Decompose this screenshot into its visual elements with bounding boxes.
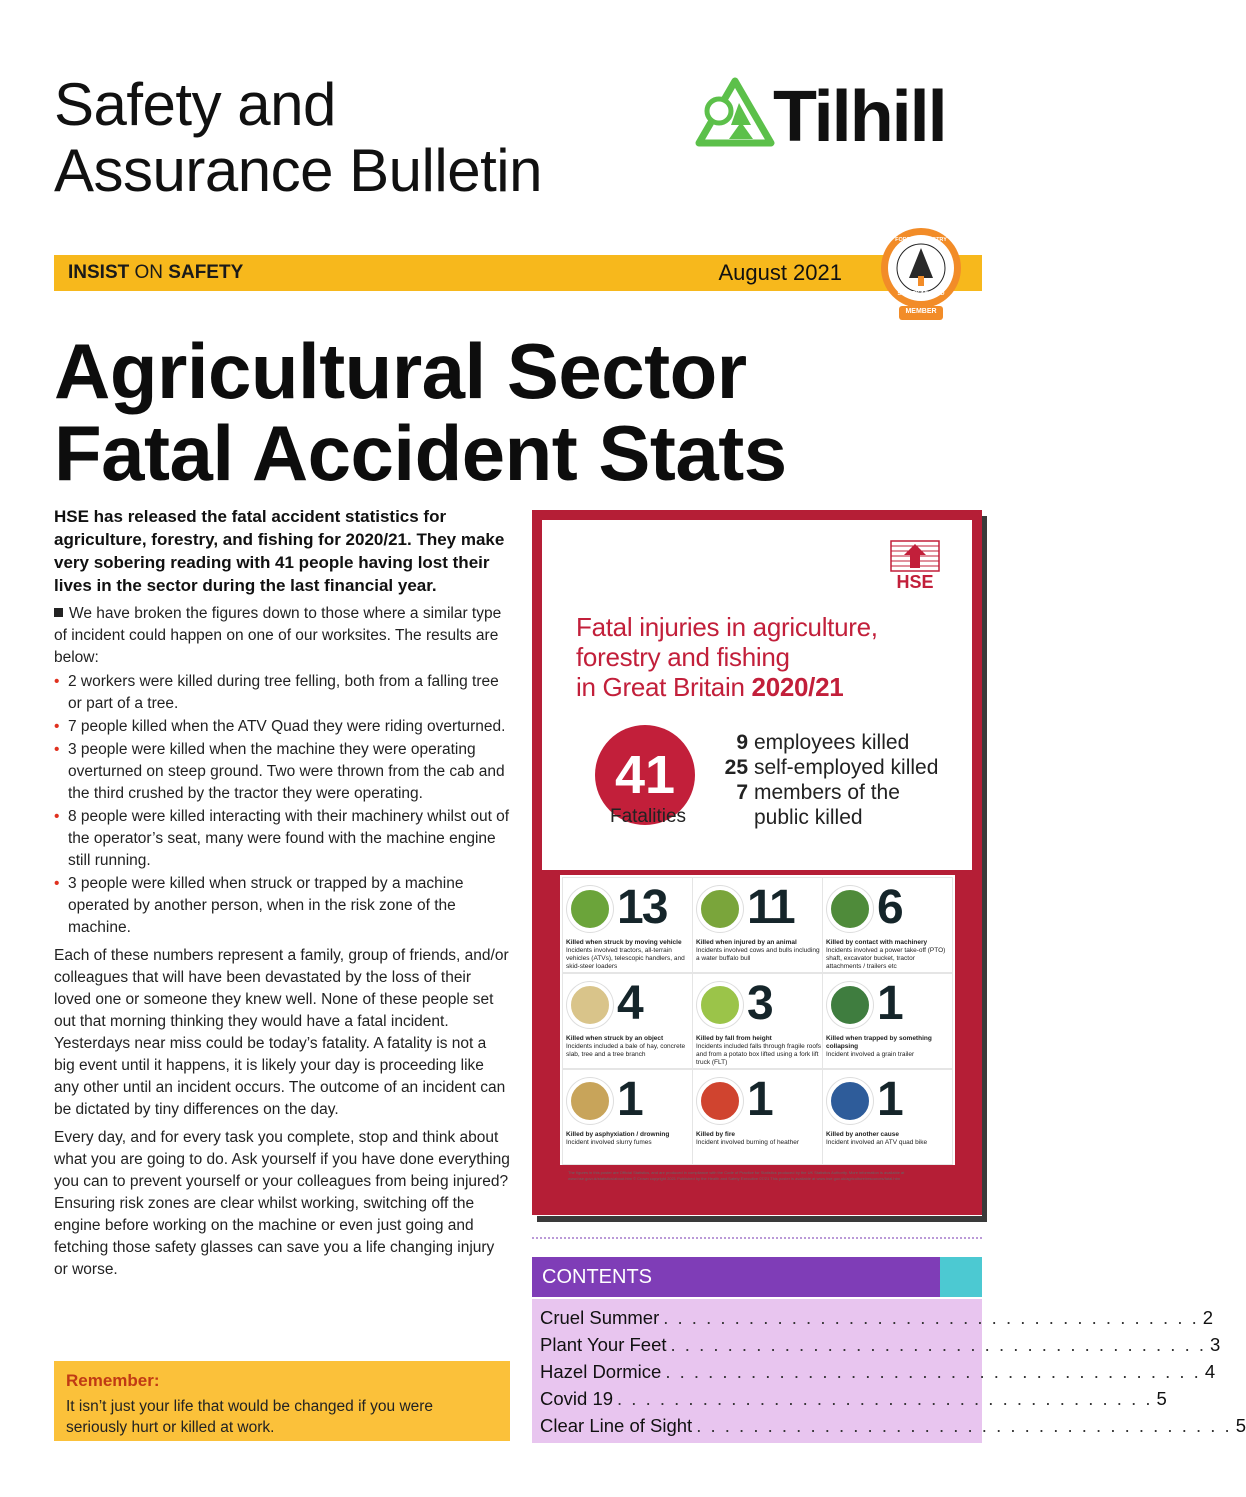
cause-caption <box>696 1131 822 1147</box>
toc-leader: . . . . . . . . . . . . . . . . . . . . . . . . . . . . . . . . . . . . . . <box>696 1415 1232 1436</box>
badge-member: MEMBER <box>905 308 937 315</box>
stats-bullet-list <box>54 671 510 939</box>
remember-box <box>54 1361 510 1441</box>
badge-text-top: FOREST INDUSTRY <box>895 237 947 243</box>
bullet-number: 2 <box>68 673 77 690</box>
list-item <box>54 806 510 872</box>
bulletin-title-line1: Safety and <box>54 71 336 138</box>
cause-title: Killed by asphyxiation / drowning <box>566 1131 670 1138</box>
breakdown-label: public killed <box>754 806 863 829</box>
cause-number: 1 <box>617 1073 642 1126</box>
breakdown-number <box>712 805 748 830</box>
total-fatalities-label: Fatalities <box>609 806 687 827</box>
cause-caption <box>826 1035 952 1059</box>
bullet-text: people killed when the ATV Quad they were riding overturned. <box>76 718 506 735</box>
breakdown-number: 7 <box>736 781 748 804</box>
article-intro: HSE has released the fatal accident statistics for agriculture, forestry, and fishing for 2020/21. They make very sobering reading with 41 people having lost their lives in the sector during the last financial year. <box>54 507 505 595</box>
cause-title: Killed by fire <box>696 1131 736 1138</box>
cause-caption <box>826 939 952 971</box>
toc-title: Cruel Summer <box>540 1307 660 1328</box>
infographic-summary <box>542 520 972 870</box>
bullet-number: 3 <box>68 875 77 892</box>
cause-cell <box>822 877 953 973</box>
toc-page: 2 <box>1202 1307 1214 1328</box>
waves-icon <box>567 1078 613 1124</box>
infographic-heading <box>576 612 878 702</box>
bullet-number: 3 <box>68 741 77 758</box>
fatality-breakdown <box>712 730 938 830</box>
list-item <box>54 671 510 715</box>
heading-year: 2020/21 <box>751 672 844 702</box>
cause-detail: Incident involved burning of heather <box>696 1139 799 1146</box>
cause-title: Killed when injured by an animal <box>696 939 797 946</box>
bullet-number: 8 <box>68 808 77 825</box>
hse-label: HSE <box>896 572 934 592</box>
breakdown-row <box>712 755 938 780</box>
cause-detail: Incidents involved tractors, all-terrain vehicles (ATVs), telescopic handlers, and skid-steer loaders <box>566 947 685 970</box>
toc-leader: . . . . . . . . . . . . . . . . . . . . . . . . . . . . . . . . . . . . . . <box>663 1307 1199 1328</box>
issue-date: August 2021 <box>718 260 842 285</box>
cause-caption <box>696 939 822 963</box>
cause-cell <box>692 1069 823 1165</box>
article-para1-text: We have broken the figures down to those where a similar type of incident could happen on one of our worksites. The results are below: <box>54 605 502 666</box>
cause-grid <box>560 875 955 1165</box>
cause-cell <box>562 973 693 1069</box>
cause-cell <box>562 877 693 973</box>
cause-number: 6 <box>877 881 902 934</box>
article-para2: Each of these numbers represent a family, group of friends, and/or colleagues that will have been devastated by the loss of their loved one or someone they knew well. None of these people set out that morning thinking they would have a fatal incident. Yesterdays near miss could be today’s fatality. A fatality is not a big event until it happens, it is likely your day is proceeding like any other until an incident occurs. The outcome of an incident can be dictated by tiny differences on the day. <box>54 947 509 1118</box>
cause-caption <box>566 939 692 971</box>
breakdown-number: 25 <box>724 756 748 779</box>
bullet-text: workers were killed during tree felling, both from a falling tree or part of a tree. <box>68 673 499 712</box>
cause-number: 11 <box>747 881 794 934</box>
cause-cell <box>692 973 823 1069</box>
toc-page: 3 <box>1210 1334 1221 1355</box>
cause-caption <box>826 1131 952 1147</box>
cause-detail: Incident involved slurry fumes <box>566 1139 652 1146</box>
cause-detail: Incident involved a grain trailer <box>826 1051 915 1058</box>
breakdown-number: 9 <box>736 731 748 754</box>
list-item <box>54 873 510 939</box>
infographic-heading-line1: Fatal injuries in agriculture, <box>576 612 878 642</box>
bullet-text: people were killed when the machine they were operating overturned on steep ground. Two were thrown from the cab and the third crushed by the tractor they were operating. <box>68 741 505 802</box>
cause-number: 1 <box>877 1073 902 1126</box>
toc-item[interactable] <box>540 1412 1246 1439</box>
cause-number: 1 <box>747 1073 772 1126</box>
falling-object-icon <box>567 982 613 1028</box>
toc-item[interactable] <box>540 1331 1221 1358</box>
square-bullet-icon <box>54 608 63 617</box>
toc-leader: . . . . . . . . . . . . . . . . . . . . . . . . . . . . . . . . . . . . . . <box>670 1334 1207 1355</box>
bullet-text: people were killed when struck or trapped by a machine operated by another person, when in the risk zone of the machine. <box>68 875 464 936</box>
contents-accent <box>940 1257 982 1297</box>
cause-title: Killed by another cause <box>826 1131 899 1138</box>
cause-detail: Incidents included falls through fragile roofs and from a potato box lifted using a fork lift truck (FLT) <box>696 1043 822 1066</box>
bullet-text: people were killed interacting with their machinery whilst out of the operator’s seat, many were found with the machine engine still running. <box>68 808 510 869</box>
list-item <box>54 716 510 738</box>
toc-title: Plant Your Feet <box>540 1334 667 1355</box>
tagline-on: ON <box>129 262 169 283</box>
headline-line2: Fatal Accident Stats <box>54 409 787 497</box>
heading-line3-pre: in Great Britain <box>576 672 752 702</box>
toc-item[interactable] <box>540 1358 1216 1385</box>
bulletin-title-line2: Assurance Bulletin <box>54 137 542 204</box>
bull-icon <box>697 886 743 932</box>
breakdown-label: self-employed killed <box>754 756 939 779</box>
tree-logo-icon <box>695 77 775 147</box>
tagline-insist: INSIST <box>68 262 130 283</box>
toc-leader: . . . . . . . . . . . . . . . . . . . . . . . . . . . . . . . . . . . . . . <box>665 1361 1201 1382</box>
brand-name: Tilhill <box>773 77 946 157</box>
article-para3: Every day, and for every task you complete, stop and think about what you are going to do. Ask yourself if you have done everything you can to prevent yourself or your colleagues from being injured? Ensuring risk zones are clear whilst working, switching off the engine before working on the machine or even just going and fetching those safety glasses can save you a life changing injury or worse. <box>54 1129 510 1278</box>
toc-title: Covid 19 <box>540 1388 614 1409</box>
infographic-heading-line2: forestry and fishing <box>576 642 790 672</box>
remember-text: It isn’t just your life that would be changed if you were seriously hurt or killed at work. <box>66 1398 434 1436</box>
cause-title: Killed when struck by moving vehicle <box>566 939 682 946</box>
cause-cell <box>562 1069 693 1165</box>
forest-safety-accord-badge <box>875 226 967 322</box>
article <box>54 505 510 1281</box>
toc-item[interactable] <box>540 1385 1167 1412</box>
tractor-icon <box>567 886 613 932</box>
tilhill-logo <box>695 75 995 155</box>
cause-caption <box>696 1035 822 1067</box>
fire-icon <box>697 1078 743 1124</box>
cause-number: 4 <box>617 977 642 1030</box>
tagline <box>68 261 243 285</box>
cause-detail: Incidents included a bale of hay, concrete slab, tree and a tree branch <box>566 1043 686 1058</box>
headline-line1: Agricultural Sector <box>54 327 747 415</box>
cause-title: Killed by fall from height <box>696 1035 772 1042</box>
contents-heading: CONTENTS <box>532 1257 940 1297</box>
hse-logo <box>890 540 940 596</box>
cause-cell <box>822 1069 953 1165</box>
contents-list <box>532 1299 1246 1443</box>
cause-detail: Incidents involved cows and bulls including a water buffalo bull <box>696 947 820 962</box>
breakdown-row <box>712 730 938 755</box>
divider <box>532 1237 982 1239</box>
hse-logo-icon <box>890 540 940 572</box>
gear-icon <box>827 886 873 932</box>
cause-title: Killed when trapped by something collapsing <box>826 1035 932 1050</box>
hse-infographic <box>532 510 982 1216</box>
ladder-icon <box>697 982 743 1028</box>
cause-cell <box>692 877 823 973</box>
bulletin-title <box>54 72 542 204</box>
bullet-number: 7 <box>68 718 77 735</box>
tagline-bar <box>54 255 982 291</box>
infographic-footnote: The figures in this poster are Official Statistics, and are produced in compliance with the Code of Practice for Statistics produced by the UK Statistics Authority. More information is available at www.hse.gov.uk/statistics/about.htm © Crown copyright 2021 Published by the Health and Safety Executive 07/21 This poster is available at www.hse.gov.uk/agriculture/resources/fatal.htm <box>568 1170 905 1181</box>
breakdown-row <box>712 780 938 805</box>
toc-title: Hazel Dormice <box>540 1361 662 1382</box>
infographic-heading-line3 <box>576 672 878 702</box>
cause-title: Killed by contact with machinery <box>826 939 928 946</box>
toc-page: 4 <box>1204 1361 1216 1382</box>
breakdown-label: employees killed <box>754 731 910 754</box>
breakdown-row <box>712 805 938 830</box>
breakdown-label: members of the <box>754 781 900 804</box>
toc-page: 5 <box>1235 1415 1246 1436</box>
remember-title: Remember: <box>66 1371 160 1390</box>
total-fatalities: 41 <box>595 725 695 825</box>
cause-number: 1 <box>877 977 902 1030</box>
cause-number: 13 <box>617 881 667 934</box>
cause-caption <box>566 1035 692 1059</box>
list-item <box>54 739 510 805</box>
toc-item[interactable] <box>540 1304 1214 1331</box>
badge-text-bottom: SAFETY ACCORD <box>897 291 945 297</box>
cause-cell <box>822 973 953 1069</box>
exclamation-icon <box>827 1078 873 1124</box>
toc-title: Clear Line of Sight <box>540 1415 693 1436</box>
cause-title: Killed when struck by an object <box>566 1035 664 1042</box>
cause-detail: Incident involved an ATV quad bike <box>826 1139 928 1146</box>
toc-page: 5 <box>1156 1388 1167 1409</box>
headline <box>54 327 787 497</box>
toc-leader: . . . . . . . . . . . . . . . . . . . . . . . . . . . . . . . . . . . . . . <box>617 1388 1153 1409</box>
collapse-icon <box>827 982 873 1028</box>
article-para1 <box>54 603 510 669</box>
cause-detail: Incidents involved a power take-off (PTO) shaft, excavator bucket, tractor attachments / trailers etc <box>826 947 946 970</box>
cause-number: 3 <box>747 977 772 1030</box>
tagline-safety: SAFETY <box>168 262 244 283</box>
cause-caption <box>566 1131 692 1147</box>
